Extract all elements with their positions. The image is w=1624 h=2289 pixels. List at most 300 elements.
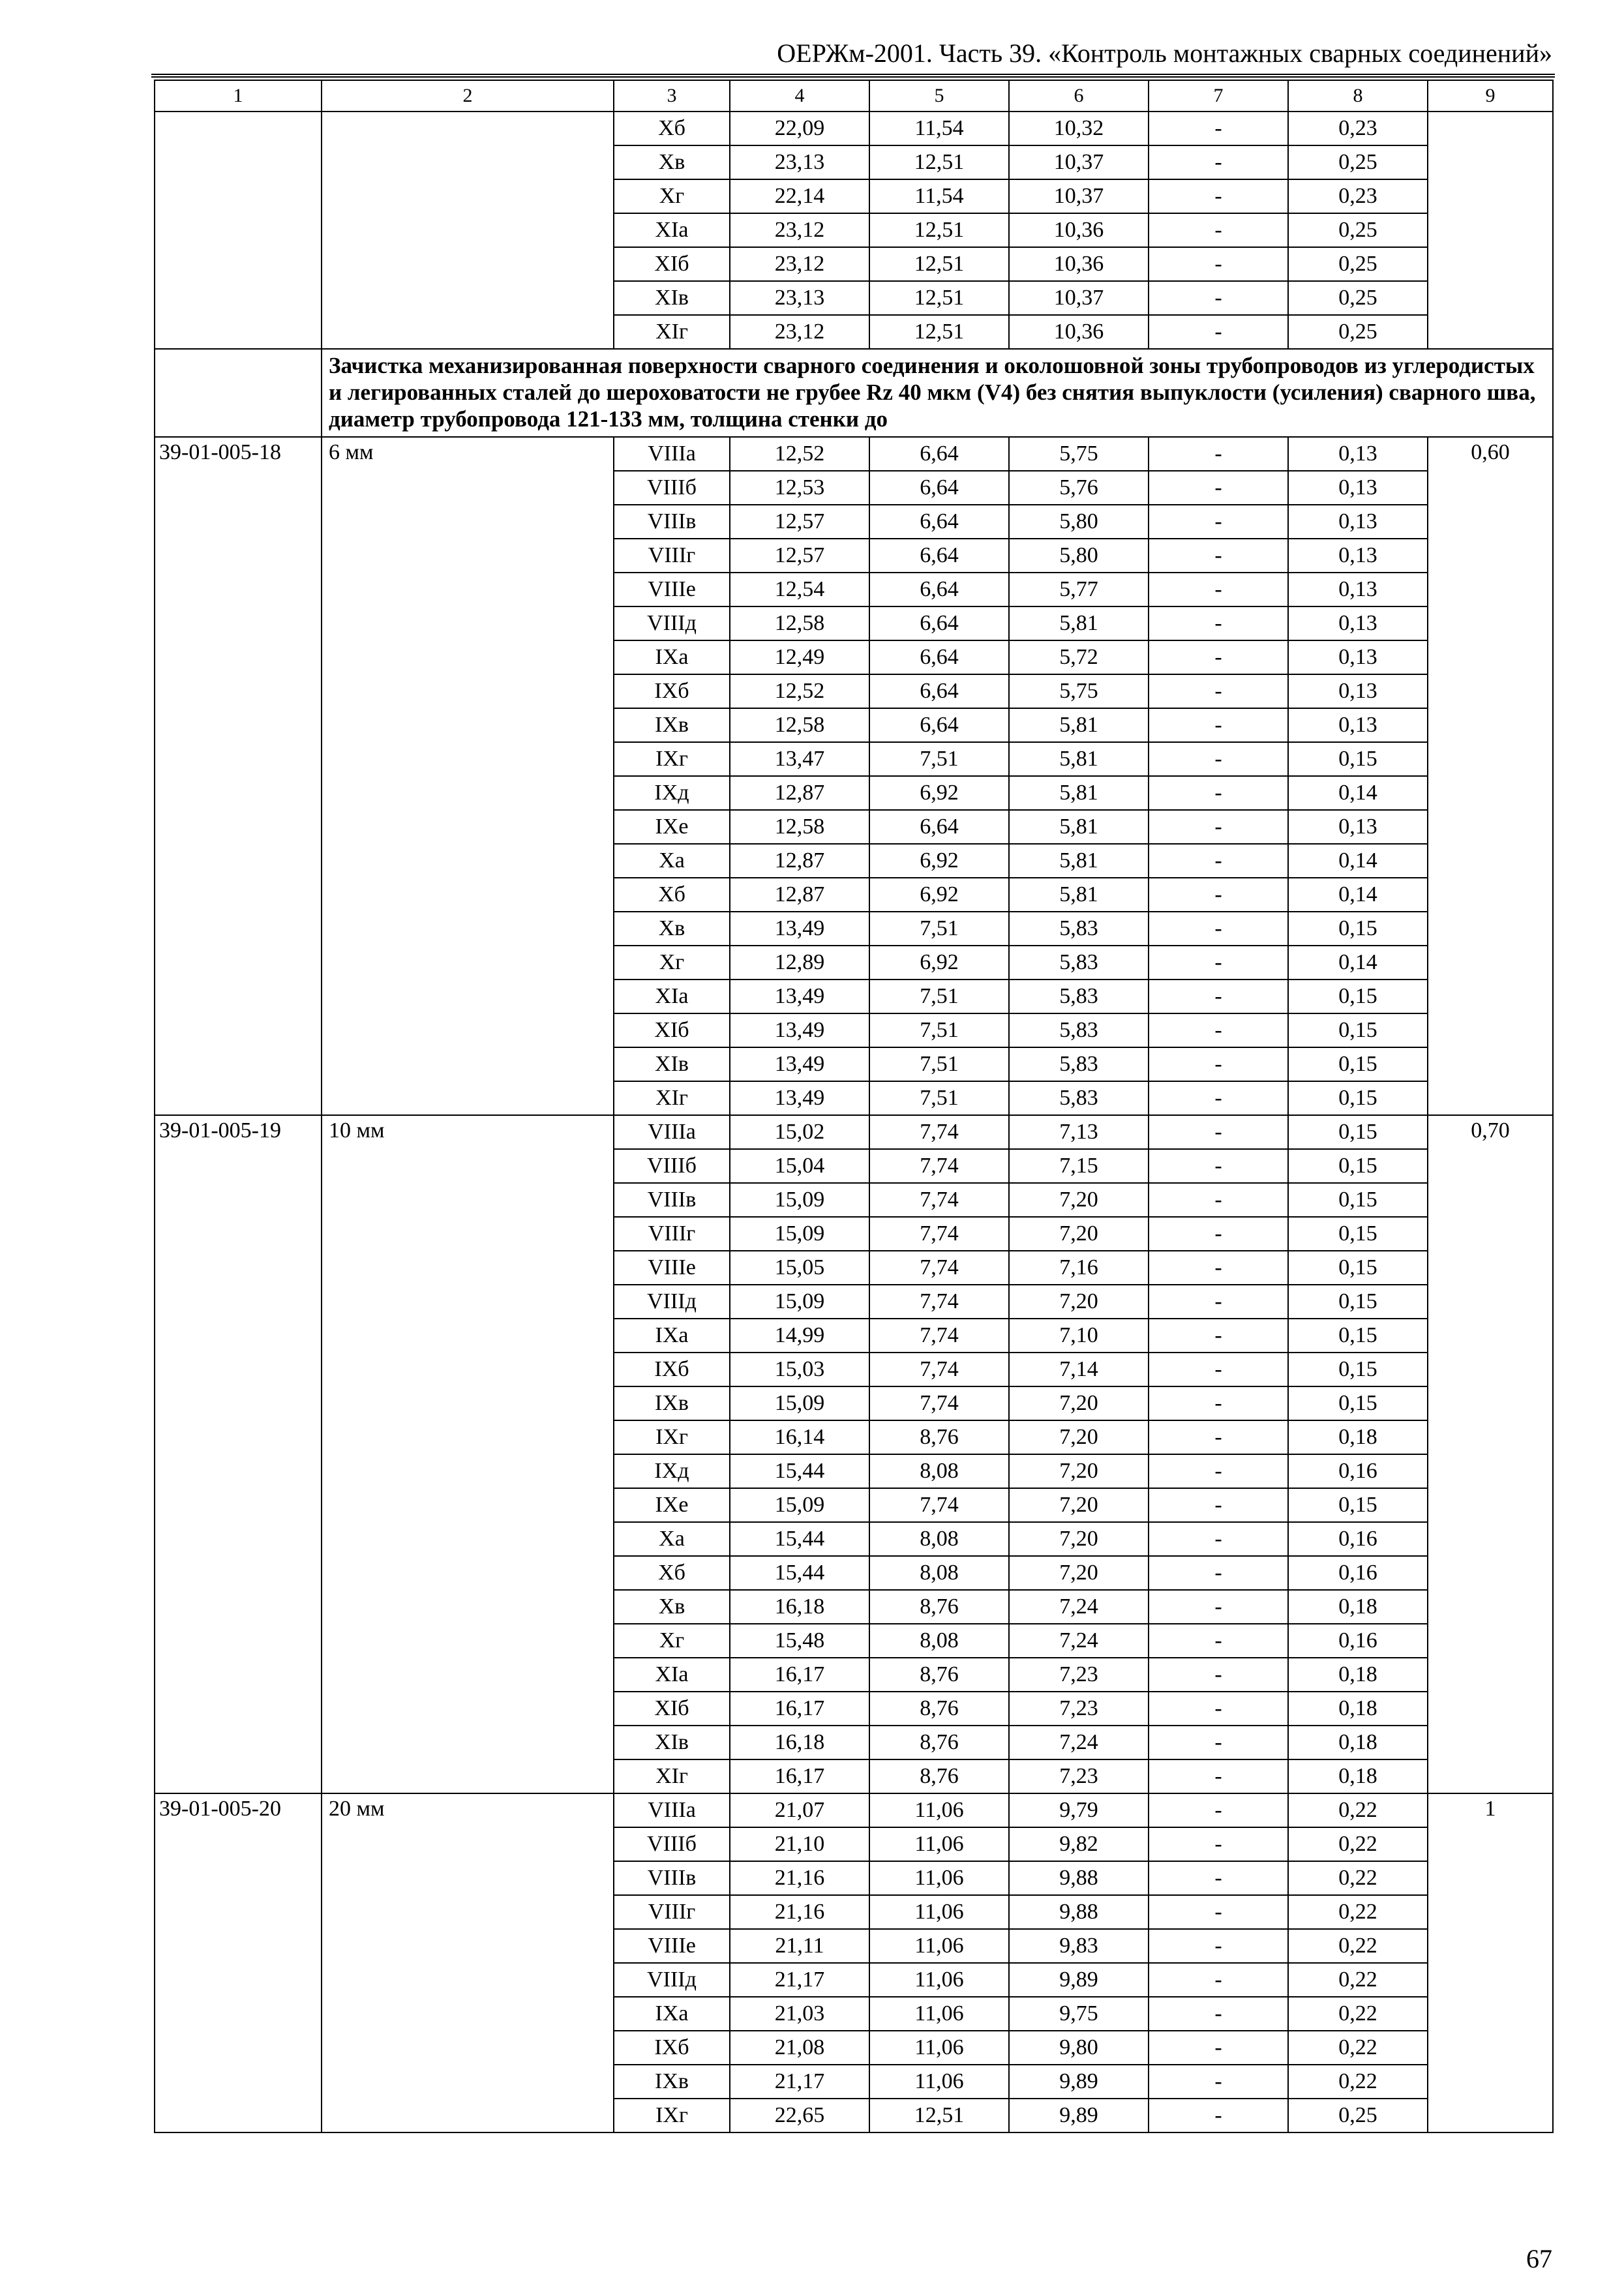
cell-direct-costs: 15,09	[730, 1386, 869, 1420]
cell-driver-wages: -	[1149, 1522, 1288, 1556]
cell-direct-costs: 12,87	[730, 878, 869, 912]
cell-labor-wages: 12,51	[869, 145, 1009, 179]
cell-machine-operation: 7,23	[1009, 1692, 1149, 1726]
cell-materials: 0,15	[1288, 1217, 1428, 1251]
cell-materials: 0,22	[1288, 1827, 1428, 1861]
cell-resource-code: Xг	[614, 179, 730, 213]
cell-labor-wages: 11,54	[869, 179, 1009, 213]
cell-resource-code: VIIIв	[614, 1183, 730, 1217]
cell-resource-code: IXе	[614, 810, 730, 844]
cell-driver-wages: -	[1149, 1997, 1288, 2031]
cell-direct-costs: 13,49	[730, 912, 869, 946]
cell-materials: 0,16	[1288, 1556, 1428, 1590]
cell-resource-code: IXа	[614, 1997, 730, 2031]
cell-resource-code: XIб	[614, 247, 730, 281]
cell-materials: 0,18	[1288, 1692, 1428, 1726]
norm-table	[154, 80, 1554, 2133]
cell-resource-code: XIв	[614, 281, 730, 315]
cell-direct-costs: 15,09	[730, 1488, 869, 1522]
cell-direct-costs: 22,14	[730, 179, 869, 213]
cell-labor-wages: 11,06	[869, 2065, 1009, 2099]
cell-resource-code: VIIIд	[614, 1285, 730, 1319]
cell-materials: 0,15	[1288, 1013, 1428, 1047]
cell-machine-operation: 5,76	[1009, 471, 1149, 505]
cell-direct-costs: 12,58	[730, 606, 869, 640]
norm-col9-value: 1	[1428, 1793, 1553, 2132]
cell-resource-code: Xв	[614, 1590, 730, 1624]
cell-driver-wages: -	[1149, 1285, 1288, 1319]
cell-labor-wages: 12,51	[869, 247, 1009, 281]
cell-materials: 0,18	[1288, 1759, 1428, 1793]
cell-labor-wages: 11,06	[869, 1861, 1009, 1895]
cell-materials: 0,22	[1288, 1895, 1428, 1929]
cell-machine-operation: 7,16	[1009, 1251, 1149, 1285]
cell-materials: 0,22	[1288, 2031, 1428, 2065]
cell-machine-operation: 7,20	[1009, 1556, 1149, 1590]
cell-direct-costs: 21,17	[730, 1963, 869, 1997]
cell-direct-costs: 13,49	[730, 980, 869, 1013]
cell-labor-wages: 11,06	[869, 1895, 1009, 1929]
cell-direct-costs: 12,49	[730, 640, 869, 674]
column-number-7: 7	[1149, 80, 1288, 112]
cell-driver-wages: -	[1149, 213, 1288, 247]
section-title: Зачистка механизированная поверхности сварного соединения и околошовной зоны трубопроводов из углеродистых и легированных сталей до шероховатости не грубее Rz 40 мкм (V4) без снятия выпуклости (усиления) сварного шва, диаметр трубопровода 121-133 мм, толщина стенки до	[322, 349, 1553, 437]
cell-labor-wages: 6,92	[869, 844, 1009, 878]
cell-driver-wages: -	[1149, 1488, 1288, 1522]
norm-code: 39-01-005-19	[155, 1115, 322, 1793]
cell-materials: 0,13	[1288, 708, 1428, 742]
cell-direct-costs: 16,18	[730, 1726, 869, 1759]
cell-materials: 0,25	[1288, 281, 1428, 315]
cell-resource-code: VIIIд	[614, 1963, 730, 1997]
cell-driver-wages: -	[1149, 946, 1288, 980]
cell-labor-wages: 8,76	[869, 1692, 1009, 1726]
cell-direct-costs: 13,49	[730, 1081, 869, 1115]
cell-machine-operation: 10,36	[1009, 315, 1149, 349]
cell-materials: 0,25	[1288, 247, 1428, 281]
cell-direct-costs: 15,44	[730, 1556, 869, 1590]
cell-materials: 0,18	[1288, 1726, 1428, 1759]
cell-machine-operation: 5,81	[1009, 606, 1149, 640]
cell-labor-wages: 7,74	[869, 1386, 1009, 1420]
cell-direct-costs: 13,47	[730, 742, 869, 776]
cell-labor-wages: 7,74	[869, 1115, 1009, 1149]
cell-resource-code: XIв	[614, 1047, 730, 1081]
cell-driver-wages: -	[1149, 810, 1288, 844]
norm-description: 20 мм	[322, 1793, 614, 2132]
cell-machine-operation: 7,24	[1009, 1726, 1149, 1759]
cell-direct-costs: 15,44	[730, 1522, 869, 1556]
cell-resource-code: IXб	[614, 2031, 730, 2065]
cell-resource-code: VIIIв	[614, 505, 730, 539]
cell-driver-wages: -	[1149, 1115, 1288, 1149]
cell-direct-costs: 15,09	[730, 1183, 869, 1217]
cell-driver-wages: -	[1149, 912, 1288, 946]
cell-direct-costs: 15,04	[730, 1149, 869, 1183]
cell-materials: 0,13	[1288, 674, 1428, 708]
cell-labor-wages: 6,64	[869, 471, 1009, 505]
cell-driver-wages: -	[1149, 980, 1288, 1013]
cell-materials: 0,15	[1288, 742, 1428, 776]
cell-direct-costs: 16,17	[730, 1658, 869, 1692]
cell-machine-operation: 5,80	[1009, 539, 1149, 573]
cell-direct-costs: 12,58	[730, 708, 869, 742]
cell-materials: 0,16	[1288, 1454, 1428, 1488]
column-number-9: 9	[1428, 80, 1553, 112]
cell-driver-wages: -	[1149, 1692, 1288, 1726]
cell-materials: 0,25	[1288, 213, 1428, 247]
cell-resource-code: VIIIв	[614, 1861, 730, 1895]
cell-resource-code: IXд	[614, 1454, 730, 1488]
cell-labor-wages: 7,51	[869, 1081, 1009, 1115]
cell-direct-costs: 23,12	[730, 315, 869, 349]
cell-direct-costs: 15,03	[730, 1353, 869, 1386]
cell-resource-code: VIIIб	[614, 1827, 730, 1861]
page-number: 67	[1526, 2244, 1552, 2273]
cell-machine-operation: 7,23	[1009, 1658, 1149, 1692]
cell-machine-operation: 7,14	[1009, 1353, 1149, 1386]
cell-labor-wages: 7,51	[869, 980, 1009, 1013]
cell-machine-operation: 9,80	[1009, 2031, 1149, 2065]
cell-machine-operation: 5,83	[1009, 912, 1149, 946]
cell-machine-operation: 5,83	[1009, 1081, 1149, 1115]
cell-direct-costs: 15,02	[730, 1115, 869, 1149]
cell-direct-costs: 12,53	[730, 471, 869, 505]
cell-materials: 0,13	[1288, 471, 1428, 505]
cell-materials: 0,15	[1288, 1386, 1428, 1420]
table-row	[155, 112, 1553, 145]
cell-resource-code: XIб	[614, 1013, 730, 1047]
cell-direct-costs: 15,09	[730, 1285, 869, 1319]
cell-resource-code: IXа	[614, 1319, 730, 1353]
cell-materials: 0,13	[1288, 606, 1428, 640]
cell-materials: 0,22	[1288, 1963, 1428, 1997]
cell-labor-wages: 6,64	[869, 674, 1009, 708]
cell-labor-wages: 8,76	[869, 1759, 1009, 1793]
cell-materials: 0,13	[1288, 810, 1428, 844]
cell-labor-wages: 8,08	[869, 1454, 1009, 1488]
cell-driver-wages: -	[1149, 1081, 1288, 1115]
cell-labor-wages: 7,74	[869, 1217, 1009, 1251]
cell-labor-wages: 11,06	[869, 1793, 1009, 1827]
cell-labor-wages: 12,51	[869, 315, 1009, 349]
cell-driver-wages: -	[1149, 640, 1288, 674]
cell-driver-wages: -	[1149, 742, 1288, 776]
cell-machine-operation: 5,81	[1009, 810, 1149, 844]
cell-direct-costs: 23,12	[730, 213, 869, 247]
cell-materials: 0,23	[1288, 112, 1428, 145]
cell-materials: 0,22	[1288, 1793, 1428, 1827]
cell-driver-wages: -	[1149, 573, 1288, 606]
cell-direct-costs: 12,52	[730, 437, 869, 471]
cell-direct-costs: 22,09	[730, 112, 869, 145]
cell-machine-operation: 5,81	[1009, 708, 1149, 742]
cell-resource-code: IXа	[614, 640, 730, 674]
cell-direct-costs: 12,89	[730, 946, 869, 980]
cell-driver-wages: -	[1149, 539, 1288, 573]
cell-direct-costs: 15,05	[730, 1251, 869, 1285]
cell-labor-wages: 11,06	[869, 1929, 1009, 1963]
cell-driver-wages: -	[1149, 1963, 1288, 1997]
cell-materials: 0,15	[1288, 1251, 1428, 1285]
cell-labor-wages: 6,92	[869, 946, 1009, 980]
norm-col9-value: 0,60	[1428, 437, 1553, 1115]
cell-description-empty	[322, 112, 614, 349]
cell-materials: 0,13	[1288, 539, 1428, 573]
cell-driver-wages: -	[1149, 1624, 1288, 1658]
cell-machine-operation: 5,81	[1009, 844, 1149, 878]
cell-machine-operation: 9,88	[1009, 1895, 1149, 1929]
cell-resource-code: IXб	[614, 674, 730, 708]
cell-machine-operation: 5,80	[1009, 505, 1149, 539]
cell-labor-wages: 6,64	[869, 708, 1009, 742]
cell-materials: 0,15	[1288, 1149, 1428, 1183]
cell-labor-wages: 6,64	[869, 539, 1009, 573]
cell-machine-operation: 9,83	[1009, 1929, 1149, 1963]
cell-labor-wages: 6,64	[869, 810, 1009, 844]
cell-machine-operation: 7,20	[1009, 1420, 1149, 1454]
cell-machine-operation: 5,83	[1009, 1013, 1149, 1047]
column-number-6: 6	[1009, 80, 1149, 112]
cell-machine-operation: 10,36	[1009, 213, 1149, 247]
cell-labor-wages: 8,08	[869, 1624, 1009, 1658]
cell-labor-wages: 8,76	[869, 1590, 1009, 1624]
cell-machine-operation: 5,72	[1009, 640, 1149, 674]
cell-machine-operation: 10,32	[1009, 112, 1149, 145]
cell-driver-wages: -	[1149, 1386, 1288, 1420]
cell-materials: 0,15	[1288, 1353, 1428, 1386]
cell-materials: 0,15	[1288, 1488, 1428, 1522]
cell-driver-wages: -	[1149, 471, 1288, 505]
cell-materials: 0,16	[1288, 1522, 1428, 1556]
cell-resource-code: VIIIе	[614, 1251, 730, 1285]
cell-materials: 0,14	[1288, 844, 1428, 878]
table-row	[155, 1115, 1553, 1149]
cell-direct-costs: 13,49	[730, 1047, 869, 1081]
cell-machine-operation: 5,83	[1009, 946, 1149, 980]
table-row	[155, 1793, 1553, 1827]
cell-machine-operation: 7,20	[1009, 1386, 1149, 1420]
cell-direct-costs: 12,58	[730, 810, 869, 844]
cell-materials: 0,22	[1288, 1997, 1428, 2031]
cell-machine-operation: 7,23	[1009, 1759, 1149, 1793]
cell-driver-wages: -	[1149, 1047, 1288, 1081]
norm-description: 10 мм	[322, 1115, 614, 1793]
cell-driver-wages: -	[1149, 1217, 1288, 1251]
column-number-3: 3	[614, 80, 730, 112]
cell-machine-operation: 5,83	[1009, 1047, 1149, 1081]
cell-labor-wages: 7,51	[869, 742, 1009, 776]
cell-labor-wages: 6,64	[869, 606, 1009, 640]
column-number-4: 4	[730, 80, 869, 112]
cell-direct-costs: 12,54	[730, 573, 869, 606]
cell-direct-costs: 15,09	[730, 1217, 869, 1251]
cell-labor-wages: 7,74	[869, 1285, 1009, 1319]
cell-labor-wages: 6,92	[869, 878, 1009, 912]
cell-machine-operation: 7,24	[1009, 1590, 1149, 1624]
cell-direct-costs: 12,87	[730, 776, 869, 810]
cell-driver-wages: -	[1149, 1929, 1288, 1963]
cell-materials: 0,15	[1288, 1183, 1428, 1217]
cell-direct-costs: 16,18	[730, 1590, 869, 1624]
cell-direct-costs: 16,14	[730, 1420, 869, 1454]
cell-labor-wages: 12,51	[869, 213, 1009, 247]
cell-driver-wages: -	[1149, 315, 1288, 349]
norm-col9-value: 0,70	[1428, 1115, 1553, 1793]
cell-driver-wages: -	[1149, 281, 1288, 315]
cell-machine-operation: 9,89	[1009, 2065, 1149, 2099]
cell-labor-wages: 7,51	[869, 1047, 1009, 1081]
cell-machine-operation: 7,15	[1009, 1149, 1149, 1183]
cell-machine-operation: 10,37	[1009, 179, 1149, 213]
cell-resource-code: VIIIа	[614, 437, 730, 471]
cell-materials: 0,13	[1288, 640, 1428, 674]
cell-driver-wages: -	[1149, 1251, 1288, 1285]
cell-labor-wages: 7,74	[869, 1353, 1009, 1386]
cell-materials: 0,22	[1288, 1861, 1428, 1895]
cell-machine-operation: 7,10	[1009, 1319, 1149, 1353]
cell-driver-wages: -	[1149, 1861, 1288, 1895]
cell-driver-wages: -	[1149, 145, 1288, 179]
cell-resource-code: Xб	[614, 1556, 730, 1590]
cell-machine-operation: 9,79	[1009, 1793, 1149, 1827]
cell-labor-wages: 12,51	[869, 281, 1009, 315]
cell-driver-wages: -	[1149, 1149, 1288, 1183]
cell-resource-code: IXв	[614, 708, 730, 742]
cell-direct-costs: 15,44	[730, 1454, 869, 1488]
cell-resource-code: VIIIе	[614, 573, 730, 606]
cell-machine-operation: 9,82	[1009, 1827, 1149, 1861]
cell-materials: 0,15	[1288, 1047, 1428, 1081]
cell-resource-code: XIг	[614, 1081, 730, 1115]
cell-driver-wages: -	[1149, 708, 1288, 742]
cell-direct-costs: 23,13	[730, 281, 869, 315]
cell-machine-operation: 5,75	[1009, 437, 1149, 471]
cell-driver-wages: -	[1149, 776, 1288, 810]
cell-resource-code: IXг	[614, 742, 730, 776]
cell-resource-code: IXг	[614, 2099, 730, 2132]
cell-materials: 0,13	[1288, 437, 1428, 471]
cell-machine-operation: 5,81	[1009, 742, 1149, 776]
cell-labor-wages: 6,64	[869, 437, 1009, 471]
cell-resource-code: VIIIд	[614, 606, 730, 640]
cell-driver-wages: -	[1149, 1420, 1288, 1454]
cell-labor-wages: 6,92	[869, 776, 1009, 810]
cell-driver-wages: -	[1149, 1895, 1288, 1929]
cell-direct-costs: 21,17	[730, 2065, 869, 2099]
cell-machine-operation: 7,20	[1009, 1183, 1149, 1217]
cell-labor-wages: 6,64	[869, 640, 1009, 674]
cell-labor-wages: 8,76	[869, 1726, 1009, 1759]
cell-direct-costs: 16,17	[730, 1692, 869, 1726]
cell-materials: 0,22	[1288, 2065, 1428, 2099]
cell-driver-wages: -	[1149, 437, 1288, 471]
cell-direct-costs: 21,10	[730, 1827, 869, 1861]
cell-driver-wages: -	[1149, 2031, 1288, 2065]
cell-col9-empty	[1428, 112, 1553, 349]
column-number-row	[155, 80, 1553, 112]
cell-machine-operation: 7,20	[1009, 1522, 1149, 1556]
cell-direct-costs: 21,07	[730, 1793, 869, 1827]
cell-direct-costs: 23,12	[730, 247, 869, 281]
cell-resource-code: IXб	[614, 1353, 730, 1386]
cell-resource-code: IXв	[614, 2065, 730, 2099]
cell-labor-wages: 11,06	[869, 1963, 1009, 1997]
cell-direct-costs: 14,99	[730, 1319, 869, 1353]
cell-direct-costs: 16,17	[730, 1759, 869, 1793]
cell-labor-wages: 7,74	[869, 1183, 1009, 1217]
cell-materials: 0,15	[1288, 1081, 1428, 1115]
cell-machine-operation: 7,20	[1009, 1454, 1149, 1488]
cell-labor-wages: 7,74	[869, 1251, 1009, 1285]
cell-materials: 0,15	[1288, 1285, 1428, 1319]
cell-resource-code: VIIIг	[614, 1895, 730, 1929]
cell-resource-code: VIIIа	[614, 1793, 730, 1827]
cell-driver-wages: -	[1149, 179, 1288, 213]
cell-resource-code: Xа	[614, 844, 730, 878]
cell-materials: 0,15	[1288, 980, 1428, 1013]
cell-resource-code: VIIIа	[614, 1115, 730, 1149]
cell-materials: 0,25	[1288, 315, 1428, 349]
section-title-blank	[155, 349, 322, 437]
cell-driver-wages: -	[1149, 1319, 1288, 1353]
cell-direct-costs: 12,57	[730, 539, 869, 573]
cell-resource-code: Xа	[614, 1522, 730, 1556]
cell-driver-wages: -	[1149, 1590, 1288, 1624]
cell-driver-wages: -	[1149, 1556, 1288, 1590]
cell-machine-operation: 9,89	[1009, 1963, 1149, 1997]
cell-direct-costs: 22,65	[730, 2099, 869, 2132]
cell-resource-code: XIа	[614, 1658, 730, 1692]
cell-labor-wages: 6,64	[869, 573, 1009, 606]
cell-materials: 0,15	[1288, 912, 1428, 946]
cell-machine-operation: 7,20	[1009, 1488, 1149, 1522]
cell-resource-code: XIа	[614, 213, 730, 247]
cell-resource-code: VIIIг	[614, 1217, 730, 1251]
cell-materials: 0,18	[1288, 1590, 1428, 1624]
cell-resource-code: Xб	[614, 112, 730, 145]
cell-materials: 0,22	[1288, 1929, 1428, 1963]
cell-labor-wages: 8,08	[869, 1522, 1009, 1556]
cell-labor-wages: 6,64	[869, 505, 1009, 539]
cell-resource-code: Xв	[614, 145, 730, 179]
cell-labor-wages: 11,06	[869, 2031, 1009, 2065]
cell-driver-wages: -	[1149, 1013, 1288, 1047]
header-rule	[151, 74, 1555, 78]
cell-labor-wages: 7,51	[869, 1013, 1009, 1047]
cell-machine-operation: 7,24	[1009, 1624, 1149, 1658]
cell-resource-code: XIг	[614, 315, 730, 349]
cell-driver-wages: -	[1149, 844, 1288, 878]
cell-resource-code: IXг	[614, 1420, 730, 1454]
cell-labor-wages: 11,06	[869, 1997, 1009, 2031]
cell-direct-costs: 21,03	[730, 1997, 869, 2031]
cell-machine-operation: 10,37	[1009, 145, 1149, 179]
table-row	[155, 437, 1553, 471]
cell-labor-wages: 8,76	[869, 1420, 1009, 1454]
cell-direct-costs: 13,49	[730, 1013, 869, 1047]
cell-materials: 0,14	[1288, 946, 1428, 980]
cell-resource-code: VIIIг	[614, 539, 730, 573]
cell-machine-operation: 5,81	[1009, 776, 1149, 810]
cell-direct-costs: 23,13	[730, 145, 869, 179]
cell-resource-code: XIб	[614, 1692, 730, 1726]
cell-materials: 0,13	[1288, 573, 1428, 606]
cell-direct-costs: 15,48	[730, 1624, 869, 1658]
page-header: ОЕРЖм-2001. Часть 39. «Контроль монтажных сварных соединений»	[777, 38, 1552, 68]
cell-driver-wages: -	[1149, 247, 1288, 281]
cell-resource-code: VIIIб	[614, 471, 730, 505]
